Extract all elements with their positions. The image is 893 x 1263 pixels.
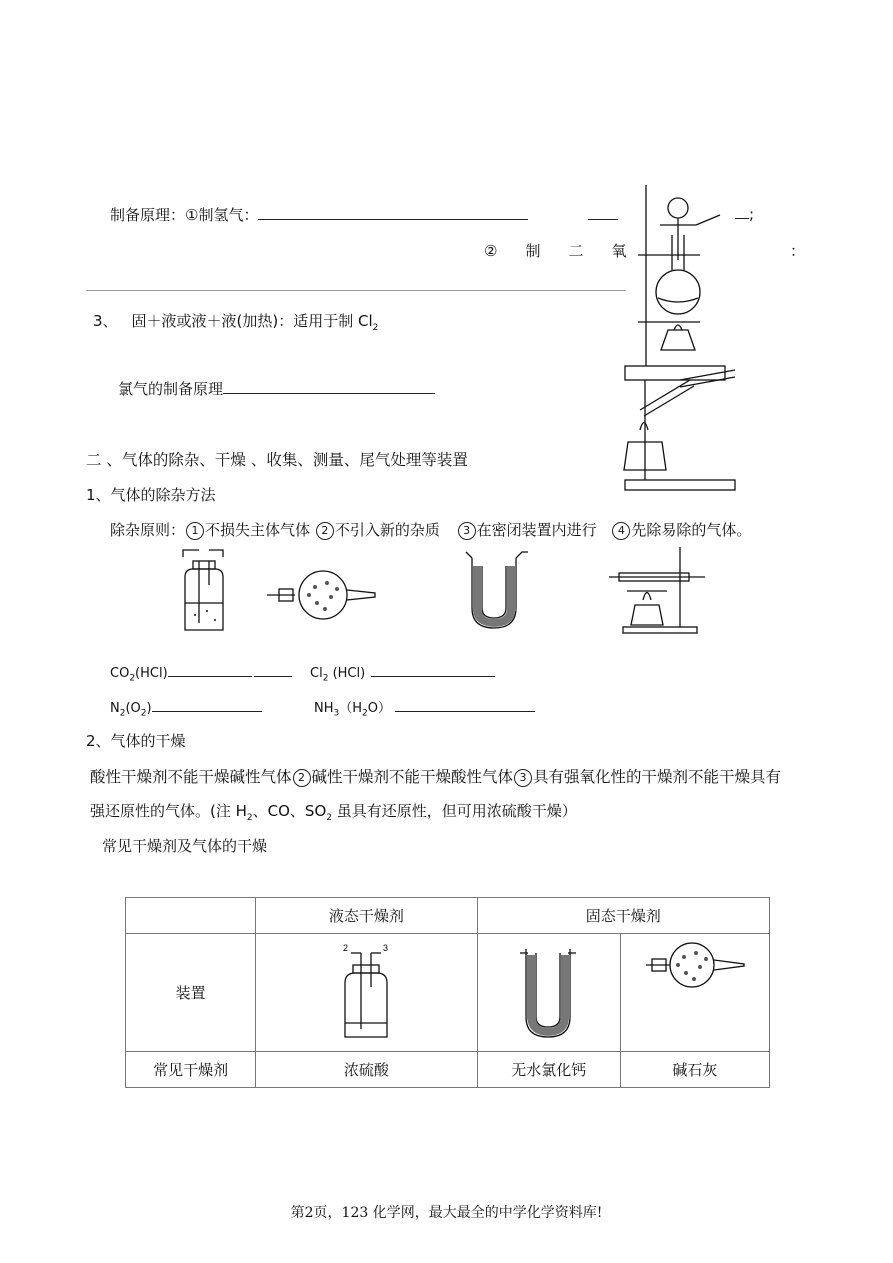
circled-number: 2 xyxy=(293,769,311,787)
formula: Cl xyxy=(310,666,323,681)
item3-text: 固＋液或液＋液(加热)：适用于制 Cl xyxy=(131,312,373,330)
blank-line xyxy=(418,205,528,220)
chlorine-label: 氯气的制备原理 xyxy=(118,380,224,398)
circled-number: 4 xyxy=(612,522,630,540)
subscript: 2 xyxy=(326,813,332,823)
cl2-hcl xyxy=(310,662,495,684)
drying-rules-line2 xyxy=(90,800,577,823)
drying-bulb-icon xyxy=(640,935,750,995)
heated-tube-apparatus-icon xyxy=(605,545,710,635)
formula: （H xyxy=(339,701,363,716)
washing-bottle-icon xyxy=(331,939,401,1043)
principle2-char: 二 xyxy=(568,242,584,260)
principle2-char: 氧 xyxy=(611,242,627,260)
rule-text: 先除易除的气体。 xyxy=(631,521,752,539)
circled-number: 3 xyxy=(458,522,476,540)
page-footer: 第2页，123 化学网，最大最全的中学化学资料库! xyxy=(290,1205,603,1221)
formula: NH xyxy=(314,701,334,716)
table-header-solid: 固态干燥剂 xyxy=(477,898,769,934)
subscript: 2 xyxy=(246,813,253,823)
co2-hcl xyxy=(110,662,292,684)
formula: ) xyxy=(146,701,152,716)
subscript: 2 xyxy=(140,708,147,719)
subscript: 2 xyxy=(119,708,126,719)
subscript: 2 xyxy=(362,708,368,719)
rule-text: 虽具有还原性，但可用浓硫酸干燥） xyxy=(331,802,577,820)
rule-text: 不损失主体气体 xyxy=(205,521,311,539)
table-cell-empty xyxy=(126,898,256,934)
rule-text: 在密闭装置内进行 xyxy=(476,521,597,539)
principle2-char: ② xyxy=(484,242,498,260)
principle2-end: ： xyxy=(790,242,806,260)
item3-number: 3、 xyxy=(93,312,118,330)
formula: N xyxy=(110,701,120,716)
blank-line xyxy=(254,662,292,677)
formula: O） xyxy=(367,701,391,716)
divider xyxy=(86,290,626,291)
common-desiccants-title: 常见干燥剂及气体的干燥 xyxy=(102,837,268,855)
circled-number: 1 xyxy=(186,522,204,540)
bottle-mark-label: 3 xyxy=(383,942,389,953)
drying-tube-bulb-icon xyxy=(265,565,380,625)
formula: (HCl) xyxy=(135,666,168,681)
table-row xyxy=(126,898,770,934)
n2-o2 xyxy=(110,697,262,719)
principle-label: 制备原理：①制氢气： xyxy=(110,206,259,224)
rule-text: 强还原性的气体。(注 H xyxy=(90,802,247,820)
chlorine-principle xyxy=(118,378,435,399)
desiccant-table xyxy=(125,897,770,1088)
circled-number: 2 xyxy=(316,522,334,540)
subscript: 2 xyxy=(372,323,379,333)
blank-line xyxy=(395,697,535,712)
table-row xyxy=(126,1052,770,1088)
table-cell-solid-2: 碱石灰 xyxy=(620,1052,769,1088)
rule-text: 酸性干燥剂不能干燥碱性气体 xyxy=(90,768,292,786)
table-cell-solid-1: 无水氯化钙 xyxy=(477,1052,620,1088)
u-tube-icon xyxy=(514,939,584,1043)
subheading-impurity: 1、气体的除杂方法 xyxy=(86,486,216,504)
blank-line xyxy=(258,205,418,220)
subscript: 3 xyxy=(333,708,340,719)
rule-text: 碱性干燥剂不能干燥酸性气体 xyxy=(311,768,514,786)
rule-text: 具有强氧化性的干燥剂不能干燥具有 xyxy=(533,768,782,786)
table-row-label-device: 装置 xyxy=(126,934,256,1052)
section-heading: 二 、气体的除杂、干燥 、收集、测量、尾气处理等装置 xyxy=(86,451,468,469)
blank-line xyxy=(371,662,495,677)
formula: (O xyxy=(125,701,141,716)
bottle-mark-label: 2 xyxy=(343,942,349,953)
rule-text: 不引入新的杂质 xyxy=(334,521,440,539)
table-row xyxy=(126,934,770,1052)
gas-washing-bottle-icon xyxy=(175,545,245,635)
formula: (HCl) xyxy=(328,666,366,681)
subscript: 2 xyxy=(322,673,329,684)
table-cell-solid-device-2 xyxy=(620,934,769,1052)
table-header-liquid: 液态干燥剂 xyxy=(256,898,477,934)
impurity-rules xyxy=(110,519,751,540)
gas-generator-apparatus-icon xyxy=(600,180,760,495)
subheading-drying: 2、气体的干燥 xyxy=(86,732,186,750)
table-cell-solid-device xyxy=(477,934,620,1052)
blank-line xyxy=(168,662,252,677)
blank-line xyxy=(223,379,435,394)
blank-line xyxy=(152,697,262,712)
rule-text: 、CO、SO xyxy=(252,802,327,820)
circled-number: 3 xyxy=(514,769,532,787)
principle2-char: 制 xyxy=(525,242,541,260)
principle-line xyxy=(110,204,618,225)
item3 xyxy=(93,310,378,333)
formula: CO xyxy=(110,666,130,681)
subscript: 2 xyxy=(129,673,136,684)
principle-line-end: ; xyxy=(735,204,754,223)
table-row-label-common: 常见干燥剂 xyxy=(126,1052,256,1088)
nh3-h2o xyxy=(314,697,535,719)
rules-label: 除杂原则： xyxy=(110,521,186,539)
table-cell-liquid-device xyxy=(256,934,477,1052)
u-tube-icon xyxy=(462,548,532,633)
drying-rules-line1 xyxy=(90,765,781,787)
table-cell-liquid: 浓硫酸 xyxy=(256,1052,477,1088)
